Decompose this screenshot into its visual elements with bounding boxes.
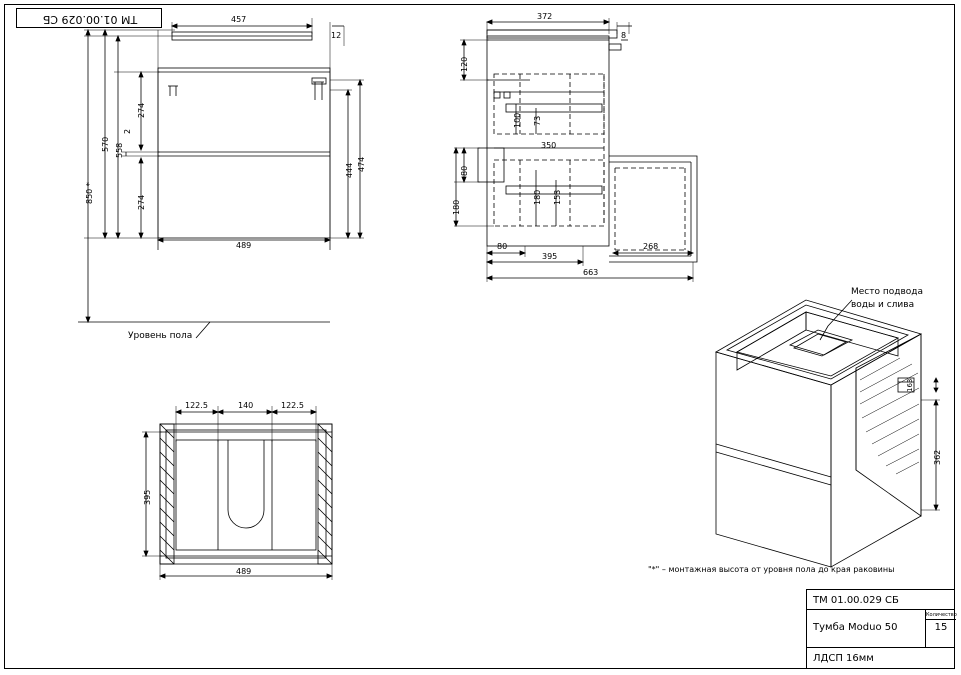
dim-front-2: 2 bbox=[123, 128, 132, 134]
dim-iso-362: 362 bbox=[933, 449, 942, 465]
dim-front-474: 474 bbox=[357, 156, 366, 172]
dim-side-8: 8 bbox=[621, 31, 627, 40]
dim-side-395: 395 bbox=[542, 252, 558, 261]
title-block-row-code bbox=[807, 590, 954, 610]
dim-side-268: 268 bbox=[643, 242, 659, 251]
dim-top-489: 489 bbox=[236, 567, 252, 576]
title-block-product-name: Тумба Moduo 50 bbox=[813, 622, 898, 633]
dim-side-73: 73 bbox=[533, 115, 542, 126]
footnote-text: "*" – монтажная высота от уровня пола до края раковины bbox=[648, 565, 895, 574]
title-block-material: ЛДСП 16мм bbox=[813, 653, 874, 664]
dim-side-120: 120 bbox=[460, 56, 469, 72]
dim-front-457: 457 bbox=[231, 15, 247, 24]
dim-front-444: 444 bbox=[345, 162, 354, 178]
label-floor-level: Уровень пола bbox=[128, 331, 193, 341]
dim-side-180-outer: 180 bbox=[452, 199, 461, 215]
title-block-qty-value: 15 bbox=[934, 622, 948, 633]
note-water-supply-line2: воды и слива bbox=[851, 300, 915, 310]
dim-side-663: 663 bbox=[583, 268, 599, 277]
note-water-supply-line1: Место подвода bbox=[851, 287, 924, 297]
dim-side-350: 350 bbox=[541, 141, 557, 150]
dim-side-80h: 80 bbox=[497, 242, 508, 251]
title-block-code: ТМ 01.00.029 СБ bbox=[813, 595, 899, 606]
dim-front-850: 850 * bbox=[85, 182, 94, 204]
dim-front-558: 558 bbox=[115, 142, 124, 158]
dim-front-12: 12 bbox=[331, 31, 342, 40]
dim-side-180-inner: 180 bbox=[533, 189, 542, 205]
sheet-code-text: ТМ 01.00.029 СБ bbox=[42, 13, 138, 26]
title-block-qty-header: Количество bbox=[926, 612, 957, 618]
dim-top-395: 395 bbox=[143, 489, 152, 505]
dim-side-100: 100 bbox=[513, 112, 522, 128]
dim-front-570: 570 bbox=[101, 136, 110, 152]
dim-top-140: 140 bbox=[238, 401, 254, 410]
title-block-row-material bbox=[807, 648, 954, 669]
dim-front-489: 489 bbox=[236, 241, 252, 250]
sheet-code-stamp bbox=[16, 8, 162, 28]
title-block bbox=[806, 589, 955, 669]
dim-iso-163: 163 bbox=[906, 378, 914, 392]
dim-side-372: 372 bbox=[537, 12, 553, 21]
dim-front-274-top: 274 bbox=[137, 102, 146, 118]
dim-side-80v: 80 bbox=[460, 165, 469, 176]
dim-top-122-5-left: 122.5 bbox=[185, 401, 208, 410]
dim-front-274-bottom: 274 bbox=[137, 194, 146, 210]
dim-top-122-5-right: 122.5 bbox=[281, 401, 304, 410]
dim-side-153: 153 bbox=[553, 189, 562, 205]
